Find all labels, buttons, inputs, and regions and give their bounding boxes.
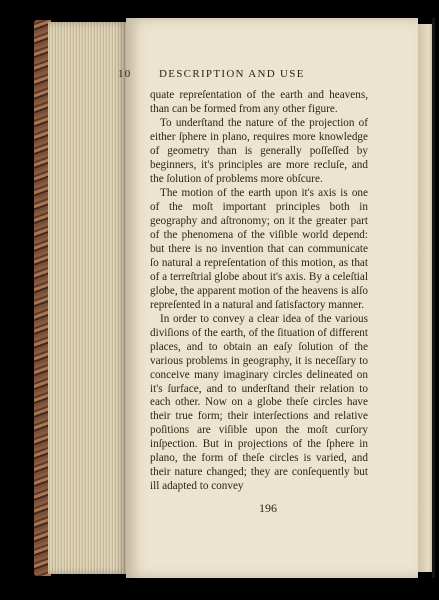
page-edges (48, 22, 128, 574)
body-text (150, 89, 368, 494)
gutter-shadow (432, 18, 435, 578)
paragraph: quate repreſentation of the earth and heavens, than can be formed from any other figure. (150, 89, 368, 115)
page-number: 10 (118, 68, 132, 80)
paragraph: To underſtand the nature of the projection of either ſphere in plano, requires more knowledge of geometry than is generally poſſeſſed by beginners, it's principles are more recluſe, and the ſolution of problems more obſcure. (150, 117, 368, 185)
paragraph: The motion of the earth upon it's axis is one of the moſt important principles both in geography and aſtronomy; on it the greater part of the phenomena of the viſible world depend: but there is no invention that can communicate ſo natural a repreſentation of this motion, as that of a terreſtrial globe about it's axis. By a celeſtial globe, the apparent motion of the heavens is alſo repreſented in a natural and ſatisfactory manner. (150, 187, 368, 311)
paragraph: In order to convey a clear idea of the various diviſions of the earth, of the ſituation of different places, and to obtain an eaſy ſolution of the various problems in geography, it is neceſſary to conceive many imaginary circles delineated on it's ſurface, and to underſtand their relation to each other. Now on a globe theſe circles have their true form; their interſections and relative poſitions are viſible upon the moſt curſory inſpection. But in projections of the ſphere in plano, the form of theſe circles is varied, and their nature changed; they are conſequently but ill adapted to convey (150, 313, 368, 492)
running-title: DESCRIPTION AND USE (159, 68, 305, 80)
signature-mark: 196 (259, 501, 277, 515)
